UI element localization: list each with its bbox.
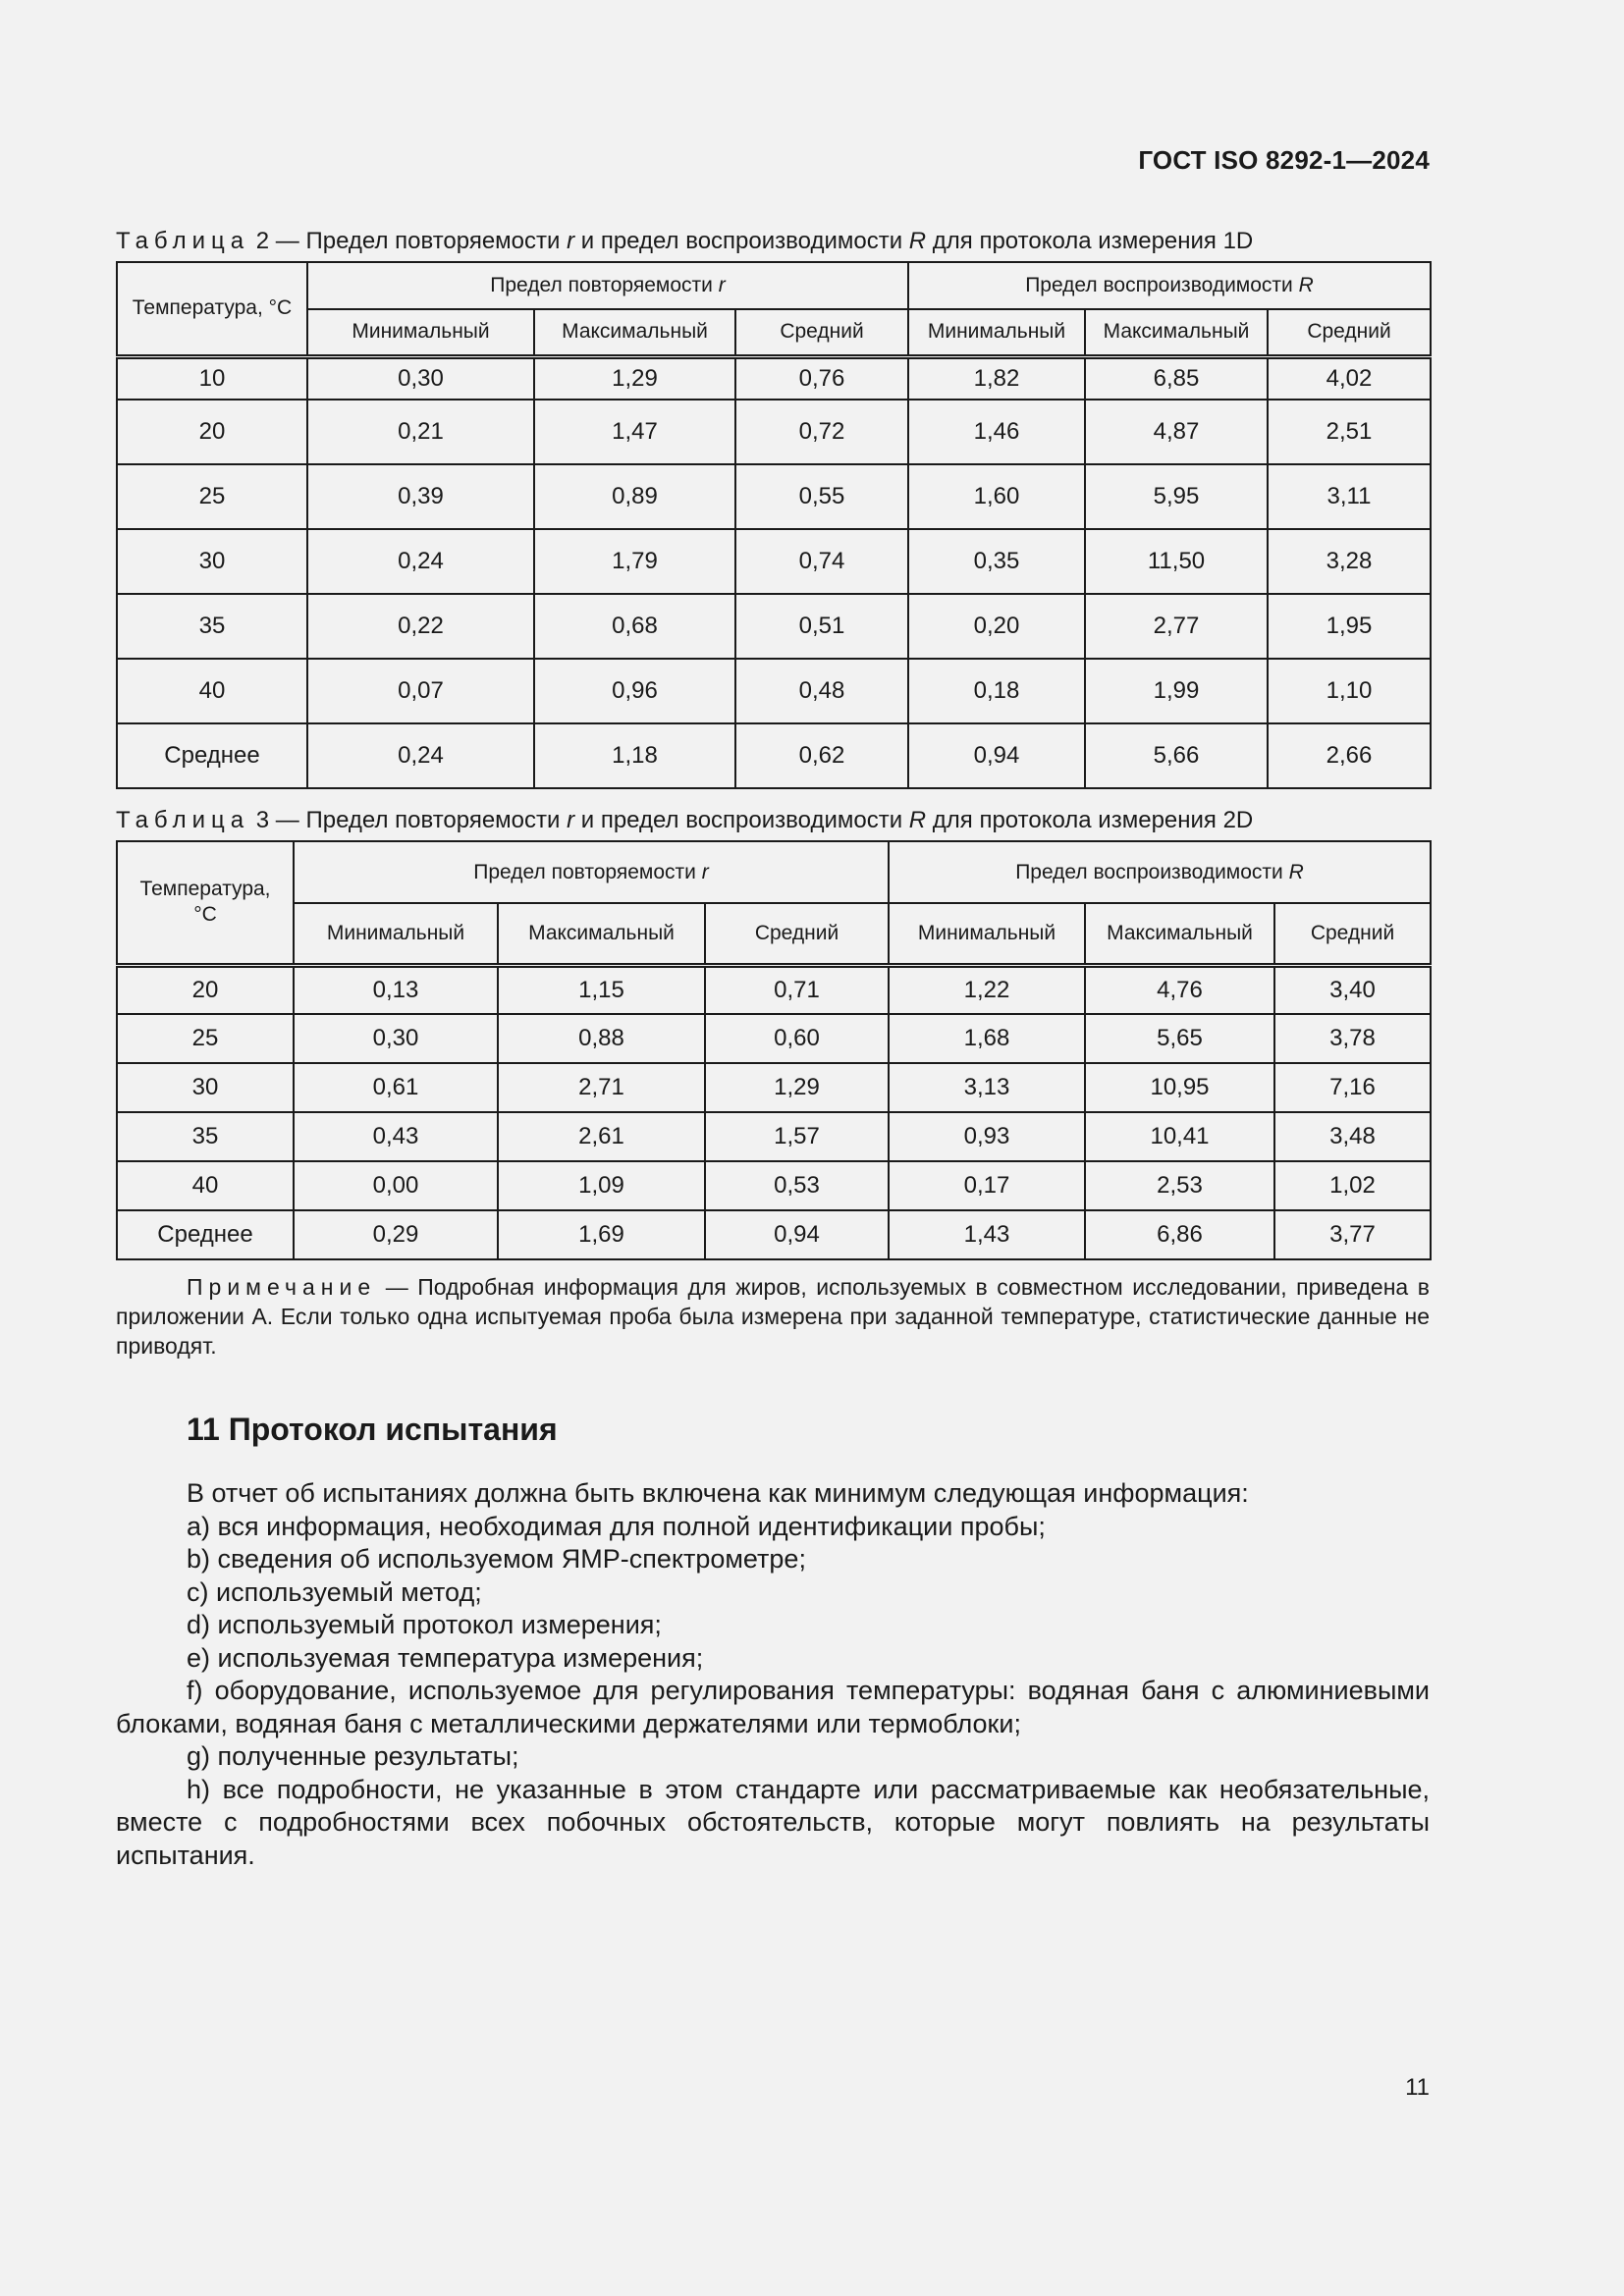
page-content bbox=[116, 222, 1430, 1872]
value-cell: 0,62 bbox=[735, 723, 908, 788]
table-3-header-temperature bbox=[117, 841, 294, 965]
table-3-caption-text-end: для протокола измерения 2D bbox=[926, 807, 1254, 833]
value-cell: 1,18 bbox=[534, 723, 735, 788]
table-2-caption-symbol-r: r bbox=[567, 228, 575, 254]
table-2-caption bbox=[116, 222, 1430, 261]
value-cell: 1,10 bbox=[1268, 659, 1431, 723]
value-cell: 0,18 bbox=[908, 659, 1085, 723]
table-2-header-repro-min: Минимальный bbox=[908, 309, 1085, 356]
value-cell: 1,95 bbox=[1268, 594, 1431, 659]
temperature-cell: 25 bbox=[117, 1014, 294, 1063]
list-item: d) используемый протокол измерения; bbox=[187, 1610, 662, 1639]
value-cell: 0,94 bbox=[705, 1210, 889, 1259]
value-cell: 2,77 bbox=[1085, 594, 1268, 659]
temperature-cell: 20 bbox=[117, 965, 294, 1014]
value-cell: 5,65 bbox=[1085, 1014, 1274, 1063]
value-cell: 2,66 bbox=[1268, 723, 1431, 788]
table-note bbox=[116, 1272, 1430, 1361]
document-header-code: ГОСТ ISO 8292-1—2024 bbox=[1138, 145, 1430, 175]
table-2-header-repeatability-symbol: r bbox=[718, 274, 726, 296]
value-cell: 0,93 bbox=[889, 1112, 1085, 1161]
table-row bbox=[117, 1063, 1431, 1112]
value-cell: 1,60 bbox=[908, 464, 1085, 529]
table-3-header-repeat-max: Максимальный bbox=[498, 903, 705, 965]
table-row bbox=[117, 1210, 1431, 1259]
table-2-caption-label: Таблица bbox=[116, 228, 250, 254]
value-cell: 0,00 bbox=[294, 1161, 498, 1210]
table-2-caption-text-end: для протокола измерения 1D bbox=[926, 228, 1254, 254]
value-cell: 0,17 bbox=[889, 1161, 1085, 1210]
table-3-caption-number: 3 bbox=[255, 807, 270, 833]
table-row bbox=[117, 594, 1431, 659]
value-cell: 0,61 bbox=[294, 1063, 498, 1112]
value-cell: 1,68 bbox=[889, 1014, 1085, 1063]
table-2-caption-text: — Предел повторяемости bbox=[269, 228, 568, 254]
section-11-title: 11 Протокол испытания bbox=[187, 1412, 558, 1447]
table-row bbox=[117, 529, 1431, 594]
table-3-header-repro-avg: Средний bbox=[1274, 903, 1431, 965]
value-cell: 1,09 bbox=[498, 1161, 705, 1210]
value-cell: 7,16 bbox=[1274, 1063, 1431, 1112]
value-cell: 3,13 bbox=[889, 1063, 1085, 1112]
table-2-header-repeat-min: Минимальный bbox=[307, 309, 534, 356]
value-cell: 3,28 bbox=[1268, 529, 1431, 594]
list-item: a) вся информация, необходимая для полной идентификации пробы; bbox=[187, 1511, 1046, 1541]
value-cell: 5,66 bbox=[1085, 723, 1268, 788]
value-cell: 10,41 bbox=[1085, 1112, 1274, 1161]
table-2-caption-text-mid: и предел воспроизводимости bbox=[574, 228, 909, 254]
value-cell: 1,82 bbox=[908, 356, 1085, 400]
table-3-caption-text-mid: и предел воспроизводимости bbox=[574, 807, 909, 833]
table-3 bbox=[116, 840, 1432, 1260]
temperature-cell: 40 bbox=[117, 1161, 294, 1210]
value-cell: 0,07 bbox=[307, 659, 534, 723]
temperature-cell: 35 bbox=[117, 594, 307, 659]
table-2-caption-number: 2 bbox=[255, 228, 270, 254]
value-cell: 2,71 bbox=[498, 1063, 705, 1112]
table-3-header-temperature-line2: °С bbox=[193, 903, 217, 927]
table-3-caption-symbol-R: R bbox=[908, 807, 927, 833]
list-item: f) оборудование, используемое для регулирования температуры: водяная баня с алюминиевыми блоками, водяная баня с металлическими держателями или термоблоки; bbox=[116, 1676, 1430, 1738]
value-cell: 0,88 bbox=[498, 1014, 705, 1063]
value-cell: 0,72 bbox=[735, 400, 908, 464]
table-3-header-repro-max: Максимальный bbox=[1085, 903, 1274, 965]
value-cell: 3,11 bbox=[1268, 464, 1431, 529]
table-3-header-repeatability bbox=[294, 841, 889, 903]
table-3-header-repeat-avg: Средний bbox=[705, 903, 889, 965]
value-cell: 2,61 bbox=[498, 1112, 705, 1161]
value-cell: 2,51 bbox=[1268, 400, 1431, 464]
value-cell: 4,02 bbox=[1268, 356, 1431, 400]
value-cell: 1,47 bbox=[534, 400, 735, 464]
table-row bbox=[117, 400, 1431, 464]
value-cell: 4,87 bbox=[1085, 400, 1268, 464]
temperature-cell: Среднее bbox=[117, 1210, 294, 1259]
value-cell: 1,46 bbox=[908, 400, 1085, 464]
table-2-header-repro-max: Максимальный bbox=[1085, 309, 1268, 356]
table-3-header-temperature-line1: Температура, bbox=[139, 878, 271, 901]
table-3-header-repro-min: Минимальный bbox=[889, 903, 1085, 965]
table-3-header-repeat-min: Минимальный bbox=[294, 903, 498, 965]
value-cell: 1,29 bbox=[534, 356, 735, 400]
value-cell: 1,43 bbox=[889, 1210, 1085, 1259]
value-cell: 0,68 bbox=[534, 594, 735, 659]
table-row bbox=[117, 1112, 1431, 1161]
list-item: b) сведения об используемом ЯМР-спектрометре; bbox=[187, 1544, 806, 1574]
value-cell: 1,15 bbox=[498, 965, 705, 1014]
value-cell: 0,43 bbox=[294, 1112, 498, 1161]
table-row bbox=[117, 965, 1431, 1014]
value-cell: 0,30 bbox=[294, 1014, 498, 1063]
list-item: h) все подробности, не указанные в этом стандарте или рассматриваемые как необязательные, вместе с подробностями всех побочных обстоятельств, которые могут повлиять на результаты испытания. bbox=[116, 1774, 1430, 1870]
value-cell: 11,50 bbox=[1085, 529, 1268, 594]
table-2-header-repeatability-label: Предел повторяемости bbox=[490, 274, 719, 296]
temperature-cell: 20 bbox=[117, 400, 307, 464]
value-cell: 0,24 bbox=[307, 529, 534, 594]
table-2-header-reproducibility-symbol: R bbox=[1298, 274, 1314, 296]
value-cell: 1,02 bbox=[1274, 1161, 1431, 1210]
value-cell: 10,95 bbox=[1085, 1063, 1274, 1112]
value-cell: 3,77 bbox=[1274, 1210, 1431, 1259]
table-row bbox=[117, 723, 1431, 788]
value-cell: 4,76 bbox=[1085, 965, 1274, 1014]
value-cell: 0,35 bbox=[908, 529, 1085, 594]
table-row bbox=[117, 356, 1431, 400]
value-cell: 0,94 bbox=[908, 723, 1085, 788]
table-2-header-temperature: Температура, °С bbox=[117, 262, 307, 356]
table-2-header-reproducibility-label: Предел воспроизводимости bbox=[1025, 274, 1299, 296]
value-cell: 1,99 bbox=[1085, 659, 1268, 723]
temperature-cell: 30 bbox=[117, 529, 307, 594]
value-cell: 2,53 bbox=[1085, 1161, 1274, 1210]
value-cell: 0,55 bbox=[735, 464, 908, 529]
table-2-caption-symbol-R: R bbox=[908, 228, 927, 254]
value-cell: 0,76 bbox=[735, 356, 908, 400]
value-cell: 1,22 bbox=[889, 965, 1085, 1014]
table-3-header-repeatability-label: Предел повторяемости bbox=[473, 860, 702, 883]
value-cell: 0,74 bbox=[735, 529, 908, 594]
temperature-cell: 30 bbox=[117, 1063, 294, 1112]
value-cell: 3,48 bbox=[1274, 1112, 1431, 1161]
value-cell: 0,71 bbox=[705, 965, 889, 1014]
value-cell: 0,39 bbox=[307, 464, 534, 529]
table-3-caption-text: — Предел повторяемости bbox=[269, 807, 568, 833]
table-2-header-repeat-avg: Средний bbox=[735, 309, 908, 356]
table-2-header-repeat-max: Максимальный bbox=[534, 309, 735, 356]
value-cell: 0,22 bbox=[307, 594, 534, 659]
page-number: 11 bbox=[1405, 2074, 1430, 2101]
value-cell: 1,79 bbox=[534, 529, 735, 594]
table-row bbox=[117, 464, 1431, 529]
table-row bbox=[117, 1014, 1431, 1063]
value-cell: 3,40 bbox=[1274, 965, 1431, 1014]
list-item: c) используемый метод; bbox=[187, 1576, 482, 1607]
table-note-text: — Подробная информация для жиров, используемых в совместном исследовании, приведена в приложении А. Если только одна испытуемая проба была измерена при заданной температуре, статистические данные не приводят. bbox=[116, 1274, 1430, 1359]
temperature-cell: 25 bbox=[117, 464, 307, 529]
temperature-cell: 40 bbox=[117, 659, 307, 723]
table-row bbox=[117, 659, 1431, 723]
table-note-label: Примечание bbox=[187, 1274, 377, 1300]
value-cell: 1,29 bbox=[705, 1063, 889, 1112]
table-3-caption-label: Таблица bbox=[116, 807, 250, 833]
value-cell: 0,24 bbox=[307, 723, 534, 788]
value-cell: 1,57 bbox=[705, 1112, 889, 1161]
section-11-list bbox=[116, 1511, 1430, 1873]
table-2-header-reproducibility bbox=[908, 262, 1431, 309]
table-3-caption bbox=[116, 801, 1430, 840]
value-cell: 0,53 bbox=[705, 1161, 889, 1210]
table-row bbox=[117, 1161, 1431, 1210]
value-cell: 0,89 bbox=[534, 464, 735, 529]
value-cell: 0,13 bbox=[294, 965, 498, 1014]
value-cell: 0,60 bbox=[705, 1014, 889, 1063]
table-3-header-reproducibility-label: Предел воспроизводимости bbox=[1015, 860, 1289, 883]
value-cell: 0,20 bbox=[908, 594, 1085, 659]
table-3-header-repeatability-symbol: r bbox=[701, 860, 709, 883]
value-cell: 1,69 bbox=[498, 1210, 705, 1259]
table-3-header-reproducibility-symbol: R bbox=[1288, 860, 1304, 883]
table-3-caption-symbol-r: r bbox=[567, 807, 575, 833]
value-cell: 6,85 bbox=[1085, 356, 1268, 400]
list-item: g) полученные результаты; bbox=[187, 1741, 519, 1771]
value-cell: 0,48 bbox=[735, 659, 908, 723]
value-cell: 0,29 bbox=[294, 1210, 498, 1259]
value-cell: 3,78 bbox=[1274, 1014, 1431, 1063]
value-cell: 0,96 bbox=[534, 659, 735, 723]
value-cell: 6,86 bbox=[1085, 1210, 1274, 1259]
value-cell: 5,95 bbox=[1085, 464, 1268, 529]
table-2-header-repeatability bbox=[307, 262, 908, 309]
temperature-cell: 35 bbox=[117, 1112, 294, 1161]
section-11-intro: В отчет об испытаниях должна быть включена как минимум следующая информация: bbox=[187, 1478, 1249, 1508]
temperature-cell: 10 bbox=[117, 356, 307, 400]
list-item: e) используемая температура измерения; bbox=[187, 1642, 704, 1673]
value-cell: 0,30 bbox=[307, 356, 534, 400]
table-2-header-repro-avg: Средний bbox=[1268, 309, 1431, 356]
table-3-header-reproducibility bbox=[889, 841, 1431, 903]
temperature-cell: Среднее bbox=[117, 723, 307, 788]
value-cell: 0,21 bbox=[307, 400, 534, 464]
table-2 bbox=[116, 261, 1432, 789]
value-cell: 0,51 bbox=[735, 594, 908, 659]
